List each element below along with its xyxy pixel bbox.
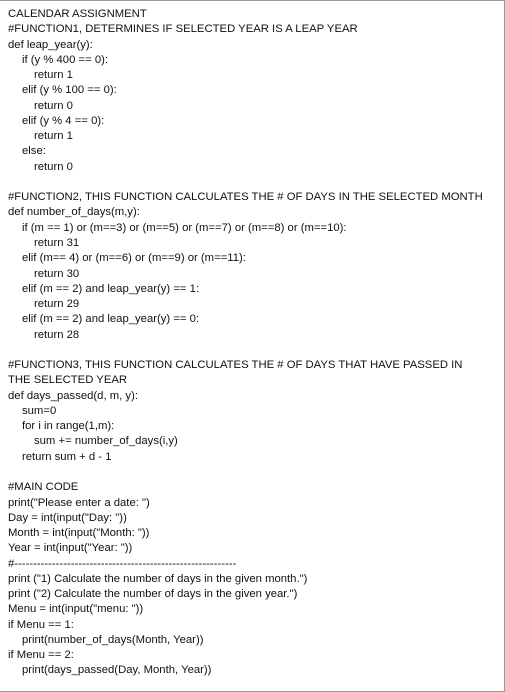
- comment-line: #FUNCTION2, THIS FUNCTION CALCULATES THE # OF DAYS IN THE SELECTED MONTH: [8, 191, 483, 204]
- blank-line: [8, 175, 502, 190]
- code-line: Day = int(input("Day: ")): [8, 511, 127, 524]
- code-line: return 31: [34, 236, 80, 249]
- code-line: Year = int(input("Year: ")): [8, 542, 133, 555]
- code-line: elif (y % 4 == 0):: [22, 114, 105, 127]
- comment-line: #FUNCTION3, THIS FUNCTION CALCULATES THE # OF DAYS THAT HAVE PASSED IN: [8, 359, 463, 372]
- code-line: if (y % 400 == 0):: [22, 53, 109, 66]
- code-line: for i in range(1,m):: [22, 420, 115, 433]
- code-line: if Menu == 1:: [8, 618, 74, 631]
- code-line: Menu = int(input("menu: ")): [8, 603, 144, 616]
- code-line: elif (m== 4) or (m==6) or (m==9) or (m==11):: [22, 252, 246, 265]
- blank-line: [8, 343, 502, 358]
- code-line: return sum + d - 1: [22, 450, 112, 463]
- comment-line: #FUNCTION1, DETERMINES IF SELECTED YEAR IS A LEAP YEAR: [8, 23, 358, 36]
- code-line: return 1: [34, 130, 73, 143]
- code-line: print(number_of_days(Month, Year)): [22, 633, 204, 646]
- code-line: print ("2) Calculate the number of days in the given year."): [8, 588, 298, 601]
- code-line: return 28: [34, 328, 80, 341]
- code-line: def days_passed(d, m, y):: [8, 389, 138, 402]
- blank-line: [8, 465, 502, 480]
- code-line: elif (m == 2) and leap_year(y) == 1:: [22, 282, 200, 295]
- code-line: return 29: [34, 298, 80, 311]
- code-line: elif (m == 2) and leap_year(y) == 0:: [22, 313, 200, 326]
- comment-line: #-----------------------------------------------------------: [8, 557, 237, 570]
- code-line: Month = int(input("Month: ")): [8, 527, 150, 540]
- code-line: CALENDAR ASSIGNMENT: [8, 8, 147, 20]
- code-line: return 30: [34, 267, 80, 280]
- code-line: return 0: [34, 99, 73, 112]
- code-line: if Menu == 2:: [8, 649, 74, 662]
- code-line: print("Please enter a date: "): [8, 496, 150, 509]
- code-line: else:: [22, 145, 46, 158]
- code-line: if (m == 1) or (m==3) or (m==5) or (m==7) or (m==8) or (m==10):: [22, 221, 347, 234]
- code-line: print ("1) Calculate the number of days in the given month."): [8, 572, 308, 585]
- comment-line: #MAIN CODE: [8, 481, 79, 494]
- code-line: sum += number_of_days(i,y): [34, 435, 178, 448]
- code-listing: [8, 7, 502, 679]
- code-line: sum=0: [22, 404, 57, 417]
- code-line: print(days_passed(Day, Month, Year)): [22, 664, 212, 677]
- code-line: def leap_year(y):: [8, 38, 93, 51]
- code-line: elif (y % 100 == 0):: [22, 84, 117, 97]
- code-line: def number_of_days(m,y):: [8, 206, 140, 219]
- code-line: return 0: [34, 160, 73, 173]
- code-line: THE SELECTED YEAR: [8, 374, 128, 387]
- code-line: return 1: [34, 69, 73, 82]
